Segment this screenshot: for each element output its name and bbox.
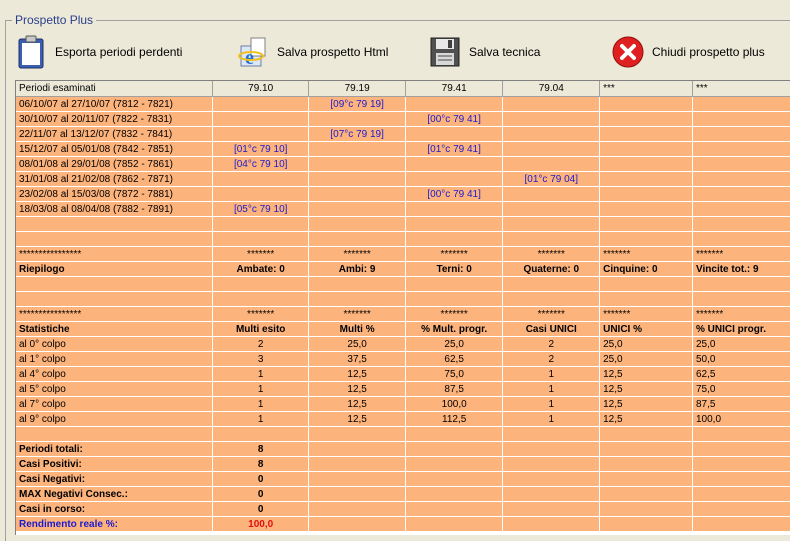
riepilogo-row bbox=[16, 262, 790, 277]
rendimento-row bbox=[16, 517, 790, 532]
period-row bbox=[16, 127, 790, 142]
grid-cell[interactable]: Terni: 0 bbox=[405, 262, 503, 277]
grid-cell[interactable] bbox=[600, 442, 693, 457]
grid-cell[interactable]: [01°c 79 04] bbox=[503, 172, 600, 187]
grid-cell[interactable] bbox=[309, 427, 405, 442]
save-html-label: Salva prospetto Html bbox=[277, 45, 388, 59]
save-technique-label: Salva tecnica bbox=[469, 45, 540, 59]
grid-cell[interactable]: 75,0 bbox=[405, 367, 503, 382]
grid-cell[interactable] bbox=[212, 292, 308, 307]
grid-cell[interactable] bbox=[600, 142, 693, 157]
grid-cell[interactable] bbox=[309, 487, 405, 502]
grid-cell[interactable]: 06/10/07 al 27/10/07 (7812 - 7821) bbox=[16, 97, 212, 112]
grid-cell[interactable]: [07°c 79 19] bbox=[309, 127, 405, 142]
grid-cell[interactable]: % UNICI progr. bbox=[693, 322, 790, 337]
grid-cell[interactable]: 62,5 bbox=[693, 367, 790, 382]
export-losing-periods-button[interactable] bbox=[15, 33, 182, 71]
grid-cell[interactable]: al 9° colpo bbox=[16, 412, 212, 427]
grid-cell[interactable]: 100,0 bbox=[405, 397, 503, 412]
grid-cell[interactable]: 112,5 bbox=[405, 412, 503, 427]
grid-cell[interactable] bbox=[600, 502, 693, 517]
grid-cell[interactable]: 25,0 bbox=[309, 337, 405, 352]
grid-cell[interactable] bbox=[693, 142, 790, 157]
grid-cell[interactable] bbox=[212, 277, 308, 292]
grid-cell[interactable] bbox=[693, 277, 790, 292]
grid-cell[interactable]: 12,5 bbox=[309, 412, 405, 427]
grid-cell[interactable] bbox=[503, 127, 600, 142]
grid-cell[interactable] bbox=[309, 292, 405, 307]
grid-cell[interactable] bbox=[693, 292, 790, 307]
total-row bbox=[16, 487, 790, 502]
grid-cell[interactable] bbox=[503, 97, 600, 112]
grid-cell[interactable]: 22/11/07 al 13/12/07 (7832 - 7841) bbox=[16, 127, 212, 142]
grid-cell[interactable]: 2 bbox=[503, 337, 600, 352]
grid-cell[interactable]: Ambi: 9 bbox=[309, 262, 405, 277]
grid-cell[interactable]: 1 bbox=[503, 367, 600, 382]
grid-cell[interactable] bbox=[309, 277, 405, 292]
grid-cell[interactable]: 75,0 bbox=[693, 382, 790, 397]
grid-cell[interactable]: Multi % bbox=[309, 322, 405, 337]
grid-cell[interactable] bbox=[212, 97, 308, 112]
grid-cell[interactable] bbox=[600, 457, 693, 472]
grid-cell[interactable]: 12,5 bbox=[600, 412, 693, 427]
grid-cell[interactable]: [01°c 79 10] bbox=[212, 142, 308, 157]
close-icon bbox=[612, 36, 644, 68]
grid-cell[interactable] bbox=[693, 502, 790, 517]
grid-cell[interactable]: **************** bbox=[16, 247, 212, 262]
grid-cell[interactable]: ******* bbox=[503, 247, 600, 262]
grid-cell[interactable] bbox=[693, 457, 790, 472]
grid-cell[interactable] bbox=[405, 97, 503, 112]
grid-cell[interactable]: [00°c 79 41] bbox=[405, 187, 503, 202]
grid-cell[interactable]: 37,5 bbox=[309, 352, 405, 367]
grid-cell[interactable]: Riepilogo bbox=[16, 262, 212, 277]
grid-cell[interactable] bbox=[600, 292, 693, 307]
grid-cell[interactable] bbox=[503, 202, 600, 217]
grid-cell[interactable] bbox=[600, 127, 693, 142]
grid-cell[interactable] bbox=[309, 142, 405, 157]
stars-row bbox=[16, 247, 790, 262]
grid-cell[interactable]: MAX Negativi Consec.: bbox=[16, 487, 212, 502]
grid-cell[interactable]: 0 bbox=[212, 487, 308, 502]
grid-cell[interactable]: 100,0 bbox=[212, 517, 308, 532]
grid-cell[interactable] bbox=[309, 217, 405, 232]
grid-cell[interactable] bbox=[600, 517, 693, 532]
grid-cell[interactable]: 2 bbox=[212, 337, 308, 352]
grid-cell[interactable]: Ambate: 0 bbox=[212, 262, 308, 277]
grid-cell[interactable]: [01°c 79 41] bbox=[405, 142, 503, 157]
period-row bbox=[16, 97, 790, 112]
grid-cell[interactable]: 25,0 bbox=[600, 337, 693, 352]
grid-cell[interactable]: 1 bbox=[212, 397, 308, 412]
stat-row bbox=[16, 397, 790, 412]
grid-cell[interactable] bbox=[600, 112, 693, 127]
save-technique-button[interactable] bbox=[429, 33, 540, 71]
period-row bbox=[16, 187, 790, 202]
grid-cell[interactable] bbox=[405, 217, 503, 232]
blank-row bbox=[16, 232, 790, 247]
grid-cell[interactable]: [09°c 79 19] bbox=[309, 97, 405, 112]
grid-cell[interactable] bbox=[16, 292, 212, 307]
grid-cell[interactable] bbox=[405, 277, 503, 292]
grid-cell[interactable]: [04°c 79 10] bbox=[212, 157, 308, 172]
grid-cell[interactable]: 31/01/08 al 21/02/08 (7862 - 7871) bbox=[16, 172, 212, 187]
grid-cell[interactable] bbox=[16, 232, 212, 247]
grid-cell[interactable] bbox=[503, 502, 600, 517]
grid-cell[interactable]: Multi esito bbox=[212, 322, 308, 337]
grid-cell[interactable] bbox=[405, 472, 503, 487]
grid-cell[interactable] bbox=[212, 127, 308, 142]
grid-cell[interactable]: al 4° colpo bbox=[16, 367, 212, 382]
results-table bbox=[16, 81, 790, 532]
grid-cell[interactable] bbox=[309, 502, 405, 517]
grid-cell[interactable]: ******* bbox=[600, 307, 693, 322]
grid-cell[interactable]: ******* bbox=[212, 307, 308, 322]
grid-cell[interactable]: Statistiche bbox=[16, 322, 212, 337]
grid-cell[interactable] bbox=[405, 157, 503, 172]
stat-row bbox=[16, 337, 790, 352]
grid-cell[interactable]: 1 bbox=[212, 367, 308, 382]
stat-row bbox=[16, 352, 790, 367]
grid-cell[interactable] bbox=[503, 157, 600, 172]
grid-cell[interactable] bbox=[693, 442, 790, 457]
save-html-button[interactable] bbox=[237, 33, 388, 71]
grid-cell[interactable]: Casi in corso: bbox=[16, 502, 212, 517]
grid-cell[interactable]: 87,5 bbox=[405, 382, 503, 397]
grid-cell[interactable]: 15/12/07 al 05/01/08 (7842 - 7851) bbox=[16, 142, 212, 157]
grid-cell[interactable] bbox=[405, 442, 503, 457]
grid-cell[interactable] bbox=[212, 232, 308, 247]
grid-cell[interactable] bbox=[503, 472, 600, 487]
grid-cell[interactable]: al 0° colpo bbox=[16, 337, 212, 352]
grid-cell[interactable] bbox=[503, 112, 600, 127]
grid-cell[interactable]: 25,0 bbox=[693, 337, 790, 352]
column-header[interactable]: 79.10 bbox=[212, 81, 308, 97]
grid-cell[interactable]: ******* bbox=[309, 307, 405, 322]
grid-cell[interactable] bbox=[503, 517, 600, 532]
grid-cell[interactable] bbox=[600, 427, 693, 442]
close-prospetto-button[interactable] bbox=[612, 33, 765, 71]
grid-cell[interactable] bbox=[600, 487, 693, 502]
grid-cell[interactable] bbox=[212, 427, 308, 442]
grid-cell[interactable]: **************** bbox=[16, 307, 212, 322]
grid-cell[interactable]: al 5° colpo bbox=[16, 382, 212, 397]
grid-cell[interactable] bbox=[693, 232, 790, 247]
stat-row bbox=[16, 382, 790, 397]
grid-cell[interactable]: 2 bbox=[503, 352, 600, 367]
grid-cell[interactable] bbox=[503, 142, 600, 157]
grid-cell[interactable]: 0 bbox=[212, 472, 308, 487]
stars-row bbox=[16, 307, 790, 322]
grid-cell[interactable] bbox=[405, 502, 503, 517]
total-row bbox=[16, 442, 790, 457]
grid-cell[interactable] bbox=[309, 202, 405, 217]
column-header[interactable]: Periodi esaminati bbox=[16, 81, 212, 97]
grid-cell[interactable]: al 7° colpo bbox=[16, 397, 212, 412]
grid-cell[interactable]: ******* bbox=[693, 307, 790, 322]
export-label: Esporta periodi perdenti bbox=[55, 45, 182, 59]
grid-cell[interactable]: 12,5 bbox=[600, 397, 693, 412]
grid-cell[interactable] bbox=[309, 232, 405, 247]
period-row bbox=[16, 112, 790, 127]
grid-cell[interactable]: 0 bbox=[212, 502, 308, 517]
grid-cell[interactable] bbox=[309, 517, 405, 532]
grid-cell[interactable] bbox=[309, 157, 405, 172]
grid-cell[interactable] bbox=[693, 97, 790, 112]
grid-cell[interactable] bbox=[212, 172, 308, 187]
grid-cell[interactable]: Casi Negativi: bbox=[16, 472, 212, 487]
grid-cell[interactable] bbox=[693, 127, 790, 142]
grid-cell[interactable] bbox=[16, 427, 212, 442]
column-header[interactable]: *** bbox=[600, 81, 693, 97]
grid-cell[interactable]: 25,0 bbox=[600, 352, 693, 367]
grid-cell[interactable]: 12,5 bbox=[309, 397, 405, 412]
header-row bbox=[16, 81, 790, 97]
grid-cell[interactable] bbox=[600, 97, 693, 112]
grid-cell[interactable] bbox=[600, 232, 693, 247]
grid-cell[interactable] bbox=[600, 472, 693, 487]
grid-cell[interactable]: 12,5 bbox=[600, 367, 693, 382]
grid-cell[interactable] bbox=[503, 277, 600, 292]
grid-cell[interactable]: 8 bbox=[212, 457, 308, 472]
grid-cell[interactable]: 25,0 bbox=[405, 337, 503, 352]
stat-row bbox=[16, 412, 790, 427]
period-row bbox=[16, 142, 790, 157]
grid-cell[interactable] bbox=[309, 472, 405, 487]
grid-cell[interactable] bbox=[405, 487, 503, 502]
grid-cell[interactable] bbox=[600, 187, 693, 202]
group-title: Prospetto Plus bbox=[12, 13, 96, 27]
grid-cell[interactable] bbox=[212, 112, 308, 127]
grid-cell[interactable] bbox=[503, 217, 600, 232]
grid-cell[interactable] bbox=[212, 217, 308, 232]
blank-row bbox=[16, 217, 790, 232]
grid-cell[interactable] bbox=[693, 487, 790, 502]
grid-cell[interactable] bbox=[503, 427, 600, 442]
grid-cell[interactable] bbox=[693, 157, 790, 172]
clipboard-icon bbox=[15, 36, 47, 68]
grid-cell[interactable] bbox=[693, 217, 790, 232]
close-label: Chiudi prospetto plus bbox=[652, 45, 765, 59]
grid-cell[interactable]: 87,5 bbox=[693, 397, 790, 412]
grid-cell[interactable]: 1 bbox=[212, 382, 308, 397]
grid-cell[interactable]: Casi UNICI bbox=[503, 322, 600, 337]
grid-cell[interactable] bbox=[503, 292, 600, 307]
grid-cell[interactable]: 62,5 bbox=[405, 352, 503, 367]
grid-cell[interactable]: Vincite tot.: 9 bbox=[693, 262, 790, 277]
grid-cell[interactable]: 12,5 bbox=[600, 382, 693, 397]
total-row bbox=[16, 457, 790, 472]
grid-cell[interactable] bbox=[503, 187, 600, 202]
grid-cell[interactable] bbox=[405, 427, 503, 442]
blank-row bbox=[16, 292, 790, 307]
grid-cell[interactable] bbox=[309, 112, 405, 127]
column-header[interactable]: *** bbox=[693, 81, 790, 97]
grid-cell[interactable] bbox=[503, 232, 600, 247]
grid-cell[interactable] bbox=[693, 202, 790, 217]
grid-cell[interactable] bbox=[600, 217, 693, 232]
grid-cell[interactable] bbox=[693, 517, 790, 532]
grid-cell[interactable] bbox=[405, 172, 503, 187]
grid-cell[interactable]: Casi Positivi: bbox=[16, 457, 212, 472]
grid-cell[interactable]: ******* bbox=[693, 247, 790, 262]
toolbar bbox=[15, 33, 790, 73]
grid-cell[interactable] bbox=[405, 457, 503, 472]
grid-cell[interactable]: ******* bbox=[309, 247, 405, 262]
grid-cell[interactable]: ******* bbox=[600, 247, 693, 262]
grid-cell[interactable] bbox=[693, 472, 790, 487]
grid-cell[interactable] bbox=[405, 127, 503, 142]
svg-text:e: e bbox=[245, 47, 254, 68]
total-row bbox=[16, 472, 790, 487]
grid-cell[interactable]: 30/10/07 al 20/11/07 (7822 - 7831) bbox=[16, 112, 212, 127]
grid-cell[interactable]: 100,0 bbox=[693, 412, 790, 427]
grid-cell[interactable]: [00°c 79 41] bbox=[405, 112, 503, 127]
total-row bbox=[16, 502, 790, 517]
grid-cell[interactable] bbox=[405, 517, 503, 532]
grid-cell[interactable]: 8 bbox=[212, 442, 308, 457]
grid-cell[interactable]: Quaterne: 0 bbox=[503, 262, 600, 277]
floppy-disk-icon bbox=[429, 36, 461, 68]
grid-cell[interactable]: 08/01/08 al 29/01/08 (7852 - 7861) bbox=[16, 157, 212, 172]
grid-cell[interactable] bbox=[693, 172, 790, 187]
grid-cell[interactable] bbox=[405, 202, 503, 217]
grid-cell[interactable]: ******* bbox=[405, 307, 503, 322]
grid-cell[interactable]: 50,0 bbox=[693, 352, 790, 367]
grid-cell[interactable] bbox=[693, 427, 790, 442]
column-header[interactable]: 79.19 bbox=[309, 81, 405, 97]
blank-row bbox=[16, 427, 790, 442]
grid-cell[interactable] bbox=[16, 277, 212, 292]
grid-cell[interactable]: 1 bbox=[212, 412, 308, 427]
period-row bbox=[16, 202, 790, 217]
blank-row bbox=[16, 277, 790, 292]
grid-cell[interactable]: al 1° colpo bbox=[16, 352, 212, 367]
grid-cell[interactable]: ******* bbox=[405, 247, 503, 262]
grid-cell[interactable]: UNICI % bbox=[600, 322, 693, 337]
grid-cell[interactable] bbox=[600, 277, 693, 292]
grid-cell[interactable]: 1 bbox=[503, 397, 600, 412]
grid-cell[interactable] bbox=[600, 157, 693, 172]
grid-cell[interactable] bbox=[600, 202, 693, 217]
grid-cell[interactable] bbox=[405, 232, 503, 247]
grid-cell[interactable] bbox=[600, 172, 693, 187]
grid-cell[interactable] bbox=[16, 217, 212, 232]
grid-cell[interactable] bbox=[693, 187, 790, 202]
grid-cell[interactable]: 3 bbox=[212, 352, 308, 367]
grid-cell[interactable]: 1 bbox=[503, 412, 600, 427]
grid-cell[interactable]: ******* bbox=[212, 247, 308, 262]
grid-cell[interactable]: ******* bbox=[503, 307, 600, 322]
grid-cell[interactable]: 18/03/08 al 08/04/08 (7882 - 7891) bbox=[16, 202, 212, 217]
column-header[interactable]: 79.04 bbox=[503, 81, 600, 97]
grid-cell[interactable]: 1 bbox=[503, 382, 600, 397]
results-grid[interactable] bbox=[15, 80, 790, 535]
stat-row bbox=[16, 367, 790, 382]
grid-cell[interactable] bbox=[503, 457, 600, 472]
grid-cell[interactable] bbox=[309, 172, 405, 187]
grid-cell[interactable]: 12,5 bbox=[309, 382, 405, 397]
grid-cell[interactable] bbox=[309, 187, 405, 202]
period-row bbox=[16, 172, 790, 187]
stat-header-row bbox=[16, 322, 790, 337]
grid-cell[interactable]: Cinquine: 0 bbox=[600, 262, 693, 277]
grid-cell[interactable] bbox=[309, 457, 405, 472]
grid-cell[interactable] bbox=[309, 442, 405, 457]
grid-cell[interactable] bbox=[503, 487, 600, 502]
grid-cell[interactable] bbox=[693, 112, 790, 127]
period-row bbox=[16, 157, 790, 172]
grid-cell[interactable]: Rendimento reale %: bbox=[16, 517, 212, 532]
grid-cell[interactable] bbox=[503, 442, 600, 457]
grid-cell[interactable]: % Mult. progr. bbox=[405, 322, 503, 337]
grid-cell[interactable]: [05°c 79 10] bbox=[212, 202, 308, 217]
grid-cell[interactable] bbox=[405, 292, 503, 307]
grid-cell[interactable]: 12,5 bbox=[309, 367, 405, 382]
grid-cell[interactable]: Periodi totali: bbox=[16, 442, 212, 457]
ie-html-icon bbox=[237, 36, 269, 68]
grid-cell[interactable] bbox=[212, 187, 308, 202]
column-header[interactable]: 79.41 bbox=[405, 81, 503, 97]
grid-cell[interactable]: 23/02/08 al 15/03/08 (7872 - 7881) bbox=[16, 187, 212, 202]
